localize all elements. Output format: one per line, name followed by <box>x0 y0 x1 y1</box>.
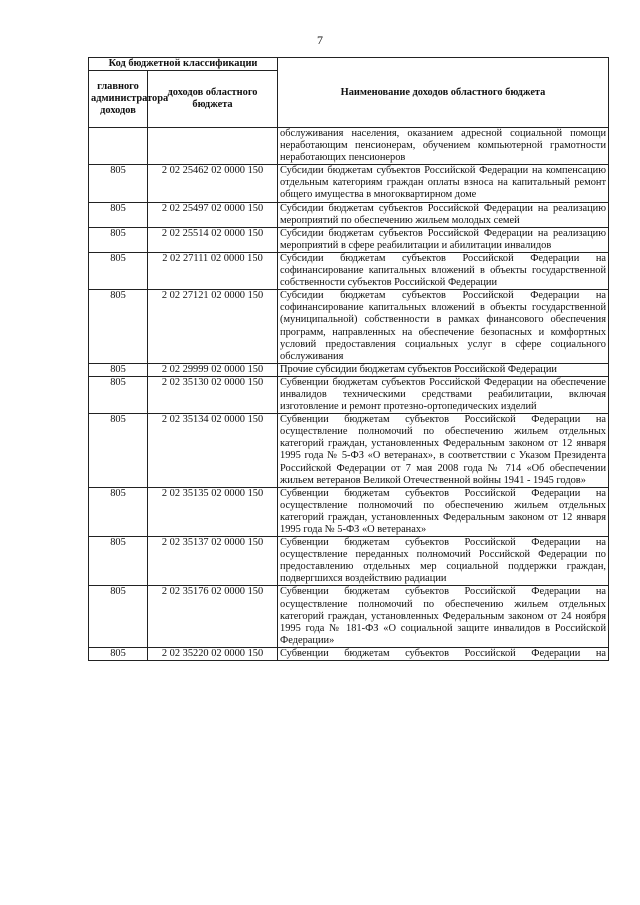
table-row <box>89 290 609 364</box>
revenue-name-cell: Субсидии бюджетам субъектов Российской Федерации на софинансирование капитальных вложений в объекты государственной собственности субъектов Российской Федерации <box>278 252 609 289</box>
revenue-code-cell: 2 02 29999 02 0000 150 <box>148 363 278 376</box>
revenue-code-cell: 2 02 25462 02 0000 150 <box>148 165 278 202</box>
revenue-name-cell: Субвенции бюджетам субъектов Российской Федерации на осуществление полномочий по обеспечению жильем отдельных категорий граждан, установленных Федеральным законом от 12 января 1995 года № 5-ФЗ «О ветеранах», в соответствии с Указом Президента Российской Федерации от 7 мая 2008 года № 714 «Об обеспечении жильем ветеранов Великой Отечественной войны 1941 - 1945 годов» <box>278 414 609 488</box>
table-row <box>89 165 609 202</box>
header-group-code: Код бюджетной классификации <box>89 58 278 71</box>
revenue-code-cell: 2 02 35134 02 0000 150 <box>148 414 278 488</box>
table-row <box>89 537 609 586</box>
budget-classification-table <box>88 57 609 661</box>
admin-code-cell: 805 <box>89 376 148 413</box>
table-row <box>89 376 609 413</box>
revenue-code-cell: 2 02 35135 02 0000 150 <box>148 487 278 536</box>
table-row <box>89 363 609 376</box>
page-number: 7 <box>317 33 323 47</box>
table-row <box>89 202 609 227</box>
revenue-name-cell: Субвенции бюджетам субъектов Российской Федерации на <box>278 647 609 660</box>
revenue-name-cell: Субсидии бюджетам субъектов Российской Федерации на реализацию мероприятий в сфере реабилитации и абилитации инвалидов <box>278 227 609 252</box>
admin-code-cell <box>89 128 148 165</box>
revenue-code-cell: 2 02 35130 02 0000 150 <box>148 376 278 413</box>
table-row <box>89 414 609 488</box>
revenue-name-cell: Субвенции бюджетам субъектов Российской Федерации на осуществление полномочий по обеспечению жильем отдельных категорий граждан, установленных Федеральным законом от 12 января 1995 года № 5-ФЗ «О ветеранах» <box>278 487 609 536</box>
admin-code-cell: 805 <box>89 252 148 289</box>
revenue-code-cell: 2 02 25514 02 0000 150 <box>148 227 278 252</box>
admin-code-cell: 805 <box>89 586 148 647</box>
header-name: Наименование доходов областного бюджета <box>278 58 609 128</box>
revenue-code-cell: 2 02 27111 02 0000 150 <box>148 252 278 289</box>
revenue-code-cell: 2 02 35137 02 0000 150 <box>148 537 278 586</box>
table-row <box>89 227 609 252</box>
admin-code-cell: 805 <box>89 290 148 364</box>
revenue-code-cell: 2 02 25497 02 0000 150 <box>148 202 278 227</box>
header-admin: главного администратора доходов <box>89 71 148 128</box>
revenue-code-cell: 2 02 35220 02 0000 150 <box>148 647 278 660</box>
admin-code-cell: 805 <box>89 537 148 586</box>
revenue-name-cell: обслуживания населения, оказанием адресной социальной помощи неработающим пенсионерам, обучением компьютерной грамотности неработающих пенсионеров <box>278 128 609 165</box>
admin-code-cell: 805 <box>89 647 148 660</box>
admin-code-cell: 805 <box>89 363 148 376</box>
table-header-row <box>89 58 609 71</box>
table-row <box>89 586 609 647</box>
revenue-name-cell: Субвенции бюджетам субъектов Российской Федерации на осуществление полномочий по обеспечению жильем отдельных категорий граждан, установленных Федеральным законом от 24 ноября 1995 года № 181-ФЗ «О социальной защите инвалидов в Российской Федерации» <box>278 586 609 647</box>
table-row <box>89 128 609 165</box>
admin-code-cell: 805 <box>89 202 148 227</box>
revenue-name-cell: Субсидии бюджетам субъектов Российской Федерации на компенсацию отдельным категориям граждан оплаты взноса на капитальный ремонт общего имущества в многоквартирном доме <box>278 165 609 202</box>
revenue-name-cell: Субсидии бюджетам субъектов Российской Федерации на реализацию мероприятий по обеспечению жильем молодых семей <box>278 202 609 227</box>
table-row <box>89 487 609 536</box>
revenue-code-cell: 2 02 27121 02 0000 150 <box>148 290 278 364</box>
revenue-code-cell: 2 02 35176 02 0000 150 <box>148 586 278 647</box>
revenue-name-cell: Прочие субсидии бюджетам субъектов Российской Федерации <box>278 363 609 376</box>
revenue-code-cell <box>148 128 278 165</box>
admin-code-cell: 805 <box>89 165 148 202</box>
table-row <box>89 647 609 660</box>
revenue-name-cell: Субвенции бюджетам субъектов Российской Федерации на обеспечение инвалидов техническими средствами реабилитации, включая изготовление и ремонт протезно-ортопедических изделий <box>278 376 609 413</box>
revenue-name-cell: Субвенции бюджетам субъектов Российской Федерации на осуществление переданных полномочий Российской Федерации по предоставлению отдельных мер социальной поддержки граждан, подвергшихся воздействию радиации <box>278 537 609 586</box>
admin-code-cell: 805 <box>89 227 148 252</box>
header-code: доходов областного бюджета <box>148 71 278 128</box>
revenue-name-cell: Субсидии бюджетам субъектов Российской Федерации на софинансирование капитальных вложений в объекты государственной (муниципальной) собственности в рамках финансового обеспечения программ, направленных на обеспечение безопасных и комфортных условий предоставления социальных услуг в сфере социального обслуживания <box>278 290 609 364</box>
admin-code-cell: 805 <box>89 414 148 488</box>
admin-code-cell: 805 <box>89 487 148 536</box>
table-row <box>89 252 609 289</box>
